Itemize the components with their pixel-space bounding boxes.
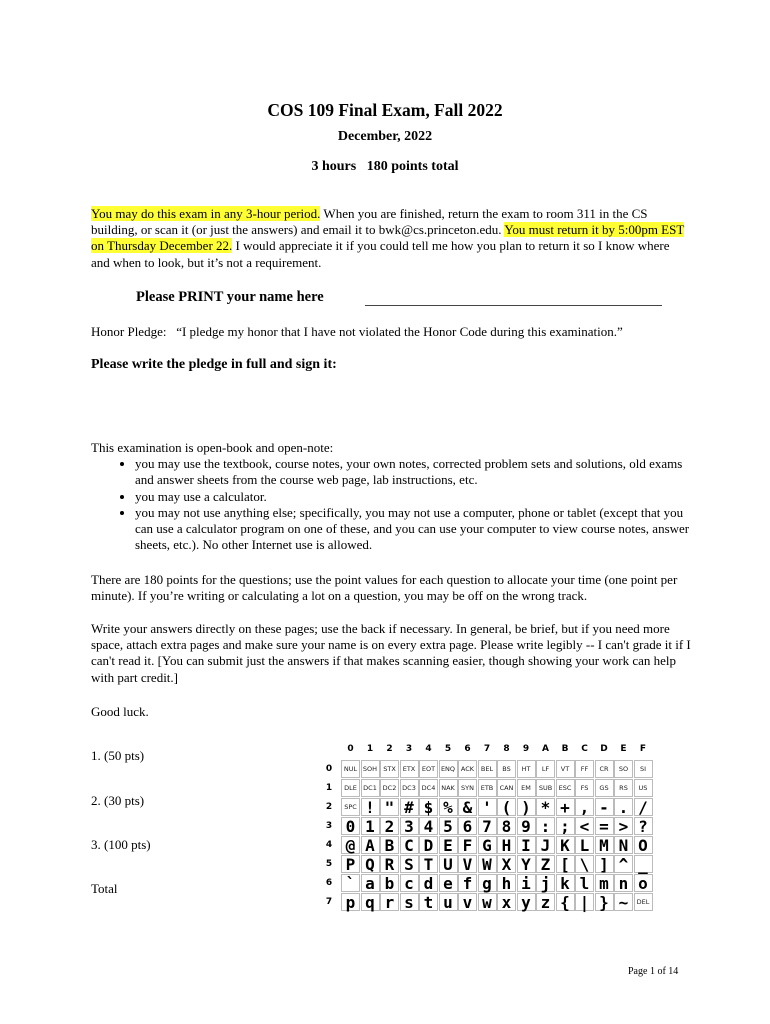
ascii-cell: R bbox=[380, 855, 399, 873]
ascii-cell: SO bbox=[614, 760, 633, 778]
ascii-row-header: 6 bbox=[325, 878, 333, 888]
intro-text-1: When you are finished, return the exam to room 311 in the CS building, or scan it (or just the answers) and email it to bwk@cs.princeton.edu. bbox=[91, 206, 648, 238]
ascii-cell: A bbox=[361, 836, 380, 854]
ascii-cell: N bbox=[614, 836, 633, 854]
ascii-cell: ] bbox=[595, 855, 614, 873]
ascii-cell: STX bbox=[380, 760, 399, 778]
ascii-cell: Z bbox=[536, 855, 555, 873]
ascii-cell: g bbox=[478, 874, 497, 892]
ascii-row-header: 2 bbox=[325, 802, 333, 812]
ascii-cell: q bbox=[361, 893, 380, 911]
ascii-col-header: 9 bbox=[522, 744, 530, 754]
ascii-col-header: 1 bbox=[366, 744, 374, 754]
ascii-cell: NAK bbox=[439, 779, 458, 797]
ascii-cell: SUB bbox=[536, 779, 555, 797]
ascii-row-header: 7 bbox=[325, 897, 333, 907]
ascii-cell: V bbox=[458, 855, 477, 873]
ascii-row-header: 1 bbox=[325, 783, 333, 793]
ascii-cell: < bbox=[575, 817, 594, 835]
ascii-col-header: 0 bbox=[347, 744, 354, 754]
ascii-cell: | bbox=[575, 893, 594, 911]
ascii-cell: > bbox=[614, 817, 633, 835]
ascii-cell: LF bbox=[536, 760, 555, 778]
ascii-cell: ETX bbox=[400, 760, 419, 778]
ascii-cell: P bbox=[341, 855, 360, 873]
ascii-cell: ) bbox=[517, 798, 536, 816]
ascii-col-header: 2 bbox=[386, 744, 393, 754]
pledge-instruction: Please write the pledge in full and sign it: bbox=[91, 357, 337, 372]
ascii-cell: VT bbox=[556, 760, 575, 778]
ascii-cell: s bbox=[400, 893, 419, 911]
ascii-cell: 5 bbox=[439, 817, 458, 835]
ascii-cell: ` bbox=[341, 874, 360, 892]
name-field-line[interactable] bbox=[365, 305, 662, 306]
rules-item: • you may use a calculator. bbox=[135, 489, 691, 505]
ascii-cell: DEL bbox=[634, 893, 653, 911]
ascii-col-header: 4 bbox=[425, 744, 432, 754]
intro-highlight-1: You may do this exam in any 3-hour period. bbox=[91, 206, 321, 221]
ascii-cell: U bbox=[439, 855, 458, 873]
ascii-cell: a bbox=[361, 874, 380, 892]
ascii-cell: = bbox=[595, 817, 614, 835]
ascii-col-header: B bbox=[561, 744, 569, 754]
rules-list bbox=[91, 456, 691, 553]
page-number: Page 1 of 14 bbox=[628, 966, 679, 977]
ascii-col-header: 3 bbox=[405, 744, 413, 754]
total-score: Total bbox=[91, 881, 118, 896]
name-prompt: Please PRINT your name here bbox=[136, 289, 324, 305]
ascii-cell: l bbox=[575, 874, 594, 892]
ascii-cell: / bbox=[634, 798, 653, 816]
ascii-cell: r bbox=[380, 893, 399, 911]
ascii-cell: v bbox=[458, 893, 477, 911]
ascii-cell: } bbox=[595, 893, 614, 911]
ascii-cell: , bbox=[575, 798, 594, 816]
ascii-cell: CR bbox=[595, 760, 614, 778]
ascii-cell: % bbox=[439, 798, 458, 816]
ascii-cell: S bbox=[400, 855, 419, 873]
ascii-cell: @ bbox=[341, 836, 360, 854]
ascii-cell: x bbox=[497, 893, 516, 911]
ascii-cell: + bbox=[556, 798, 575, 816]
ascii-col-header: 6 bbox=[464, 744, 471, 754]
ascii-cell: - bbox=[595, 798, 614, 816]
ascii-cell: c bbox=[400, 874, 419, 892]
ascii-col-header: E bbox=[620, 744, 627, 754]
ascii-col-header: A bbox=[542, 744, 549, 754]
ascii-cell: W bbox=[478, 855, 497, 873]
ascii-row-header: 3 bbox=[325, 821, 333, 831]
ascii-cell: ETB bbox=[478, 779, 497, 797]
exam-summary: 3 hours 180 points total bbox=[311, 159, 459, 174]
ascii-cell: EOT bbox=[419, 760, 438, 778]
ascii-cell: 0 bbox=[341, 817, 360, 835]
ascii-cell: . bbox=[614, 798, 633, 816]
ascii-cell: h bbox=[497, 874, 516, 892]
ascii-cell: " bbox=[380, 798, 399, 816]
points-paragraph: There are 180 points for the questions; use the point values for each question to allocate your time (one point per minute). If you’re writing or calculating a lot on a question, you may be off on the wrong track. bbox=[91, 572, 678, 604]
ascii-cell: GS bbox=[595, 779, 614, 797]
ascii-cell: 2 bbox=[380, 817, 399, 835]
ascii-col-header: 7 bbox=[483, 744, 491, 754]
ascii-cell: HT bbox=[517, 760, 536, 778]
ascii-cell: FS bbox=[575, 779, 594, 797]
ascii-cell: u bbox=[439, 893, 458, 911]
ascii-cell: ' bbox=[478, 798, 497, 816]
ascii-cell: J bbox=[536, 836, 555, 854]
ascii-cell: 9 bbox=[517, 817, 536, 835]
answers-paragraph: Write your answers directly on these pages; use the back if necessary. In general, be brief, but if you need more space, attach extra pages and make sure your name is on every extra page. Please write legibly -- I can't grade it if I can't read it. [You can submit just the answers if that makes scanning easier, though showing your work can help with part credit.] bbox=[91, 621, 691, 685]
ascii-cell: e bbox=[439, 874, 458, 892]
ascii-cell: I bbox=[517, 836, 536, 854]
rules-item: • you may not use anything else; specifically, you may not use a computer, phone or tablet (except that you can use a calculator program on one of these, and you can use your computer to view course notes, answer sheets, etc.). No other Internet use is allowed. bbox=[135, 505, 691, 554]
ascii-cell: T bbox=[419, 855, 438, 873]
ascii-cell: 6 bbox=[458, 817, 477, 835]
ascii-col-header: D bbox=[600, 744, 608, 754]
ascii-cell: EM bbox=[517, 779, 536, 797]
ascii-cell: F bbox=[458, 836, 477, 854]
ascii-cell: 8 bbox=[497, 817, 516, 835]
exam-title: COS 109 Final Exam, Fall 2022 bbox=[267, 100, 503, 120]
rules-item: • you may use the textbook, course notes, your own notes, corrected problem sets and solutions, old exams and answer sheets from the course web page, lab instructions, etc. bbox=[135, 456, 691, 488]
ascii-cell: BS bbox=[497, 760, 516, 778]
ascii-cell: D bbox=[419, 836, 438, 854]
ascii-cell: b bbox=[380, 874, 399, 892]
ascii-cell: : bbox=[536, 817, 555, 835]
ascii-cell: ? bbox=[634, 817, 653, 835]
ascii-cell: n bbox=[614, 874, 633, 892]
ascii-cell: H bbox=[497, 836, 516, 854]
ascii-col-header: C bbox=[581, 744, 588, 754]
honor-pledge: Honor Pledge: “I pledge my honor that I have not violated the Honor Code during this examination.” bbox=[91, 324, 623, 339]
ascii-cell: G bbox=[478, 836, 497, 854]
ascii-cell: SYN bbox=[458, 779, 477, 797]
ascii-row-header: 0 bbox=[325, 764, 333, 774]
ascii-cell: NUL bbox=[341, 760, 360, 778]
ascii-col-header: 8 bbox=[503, 744, 510, 754]
question-score-2: 2. (30 pts) bbox=[91, 793, 145, 808]
ascii-cell: DC1 bbox=[361, 779, 380, 797]
ascii-cell: DC2 bbox=[380, 779, 399, 797]
ascii-cell: ! bbox=[361, 798, 380, 816]
ascii-cell: i bbox=[517, 874, 536, 892]
ascii-cell: # bbox=[400, 798, 419, 816]
question-score-3: 3. (100 pts) bbox=[91, 837, 151, 852]
rules-section bbox=[91, 440, 691, 553]
ascii-cell: 4 bbox=[419, 817, 438, 835]
ascii-cell: [ bbox=[556, 855, 575, 873]
ascii-cell: m bbox=[595, 874, 614, 892]
intro-text-2: I would appreciate it if you could tell me how you plan to return it so I know where and when to look, but it’s not a requirement. bbox=[91, 238, 670, 270]
ascii-cell: { bbox=[556, 893, 575, 911]
ascii-cell: Q bbox=[361, 855, 380, 873]
ascii-cell: M bbox=[595, 836, 614, 854]
question-score-1: 1. (50 pts) bbox=[91, 748, 145, 763]
ascii-cell: \ bbox=[575, 855, 594, 873]
ascii-cell: d bbox=[419, 874, 438, 892]
ascii-cell: _ bbox=[634, 855, 653, 873]
ascii-cell: z bbox=[536, 893, 555, 911]
ascii-cell: E bbox=[439, 836, 458, 854]
ascii-cell: o bbox=[634, 874, 653, 892]
ascii-cell: 3 bbox=[400, 817, 419, 835]
ascii-cell: SPC bbox=[341, 798, 360, 816]
ascii-cell: ACK bbox=[458, 760, 477, 778]
ascii-cell: ; bbox=[556, 817, 575, 835]
ascii-cell: t bbox=[419, 893, 438, 911]
ascii-cell: $ bbox=[419, 798, 438, 816]
ascii-cell: DC3 bbox=[400, 779, 419, 797]
ascii-cell: 1 bbox=[361, 817, 380, 835]
ascii-cell: 7 bbox=[478, 817, 497, 835]
ascii-cell: SI bbox=[634, 760, 653, 778]
ascii-cell: & bbox=[458, 798, 477, 816]
ascii-cell: ( bbox=[497, 798, 516, 816]
ascii-cell: C bbox=[400, 836, 419, 854]
ascii-col-header: 5 bbox=[444, 744, 452, 754]
ascii-cell: k bbox=[556, 874, 575, 892]
ascii-cell: w bbox=[478, 893, 497, 911]
intro-highlight-2: You must return it by 5:00pm EST on Thursday December 22. bbox=[91, 222, 685, 254]
ascii-cell: RS bbox=[614, 779, 633, 797]
ascii-cell: DLE bbox=[341, 779, 360, 797]
ascii-row-header: 4 bbox=[325, 840, 333, 850]
ascii-cell: DC4 bbox=[419, 779, 438, 797]
ascii-cell: B bbox=[380, 836, 399, 854]
ascii-cell: SOH bbox=[361, 760, 380, 778]
ascii-cell: L bbox=[575, 836, 594, 854]
rules-intro: This examination is open-book and open-note: bbox=[91, 440, 334, 455]
ascii-cell: ~ bbox=[614, 893, 633, 911]
exam-date: December, 2022 bbox=[337, 129, 433, 144]
ascii-cell: ^ bbox=[614, 855, 633, 873]
ascii-cell: Y bbox=[517, 855, 536, 873]
ascii-cell: O bbox=[634, 836, 653, 854]
ascii-col-header: F bbox=[639, 744, 647, 754]
ascii-cell: f bbox=[458, 874, 477, 892]
ascii-cell: y bbox=[517, 893, 536, 911]
ascii-cell: j bbox=[536, 874, 555, 892]
ascii-cell: X bbox=[497, 855, 516, 873]
ascii-cell: BEL bbox=[478, 760, 497, 778]
intro-paragraph bbox=[91, 206, 691, 271]
good-luck: Good luck. bbox=[91, 704, 149, 719]
ascii-cell: ESC bbox=[556, 779, 575, 797]
ascii-cell: p bbox=[341, 893, 360, 911]
ascii-table bbox=[320, 740, 660, 925]
ascii-cell: * bbox=[536, 798, 555, 816]
ascii-cell: FF bbox=[575, 760, 594, 778]
ascii-cell: ENQ bbox=[439, 760, 458, 778]
ascii-cell: US bbox=[634, 779, 653, 797]
ascii-cell: K bbox=[556, 836, 575, 854]
ascii-row-header: 5 bbox=[325, 859, 333, 869]
ascii-cell: CAN bbox=[497, 779, 516, 797]
